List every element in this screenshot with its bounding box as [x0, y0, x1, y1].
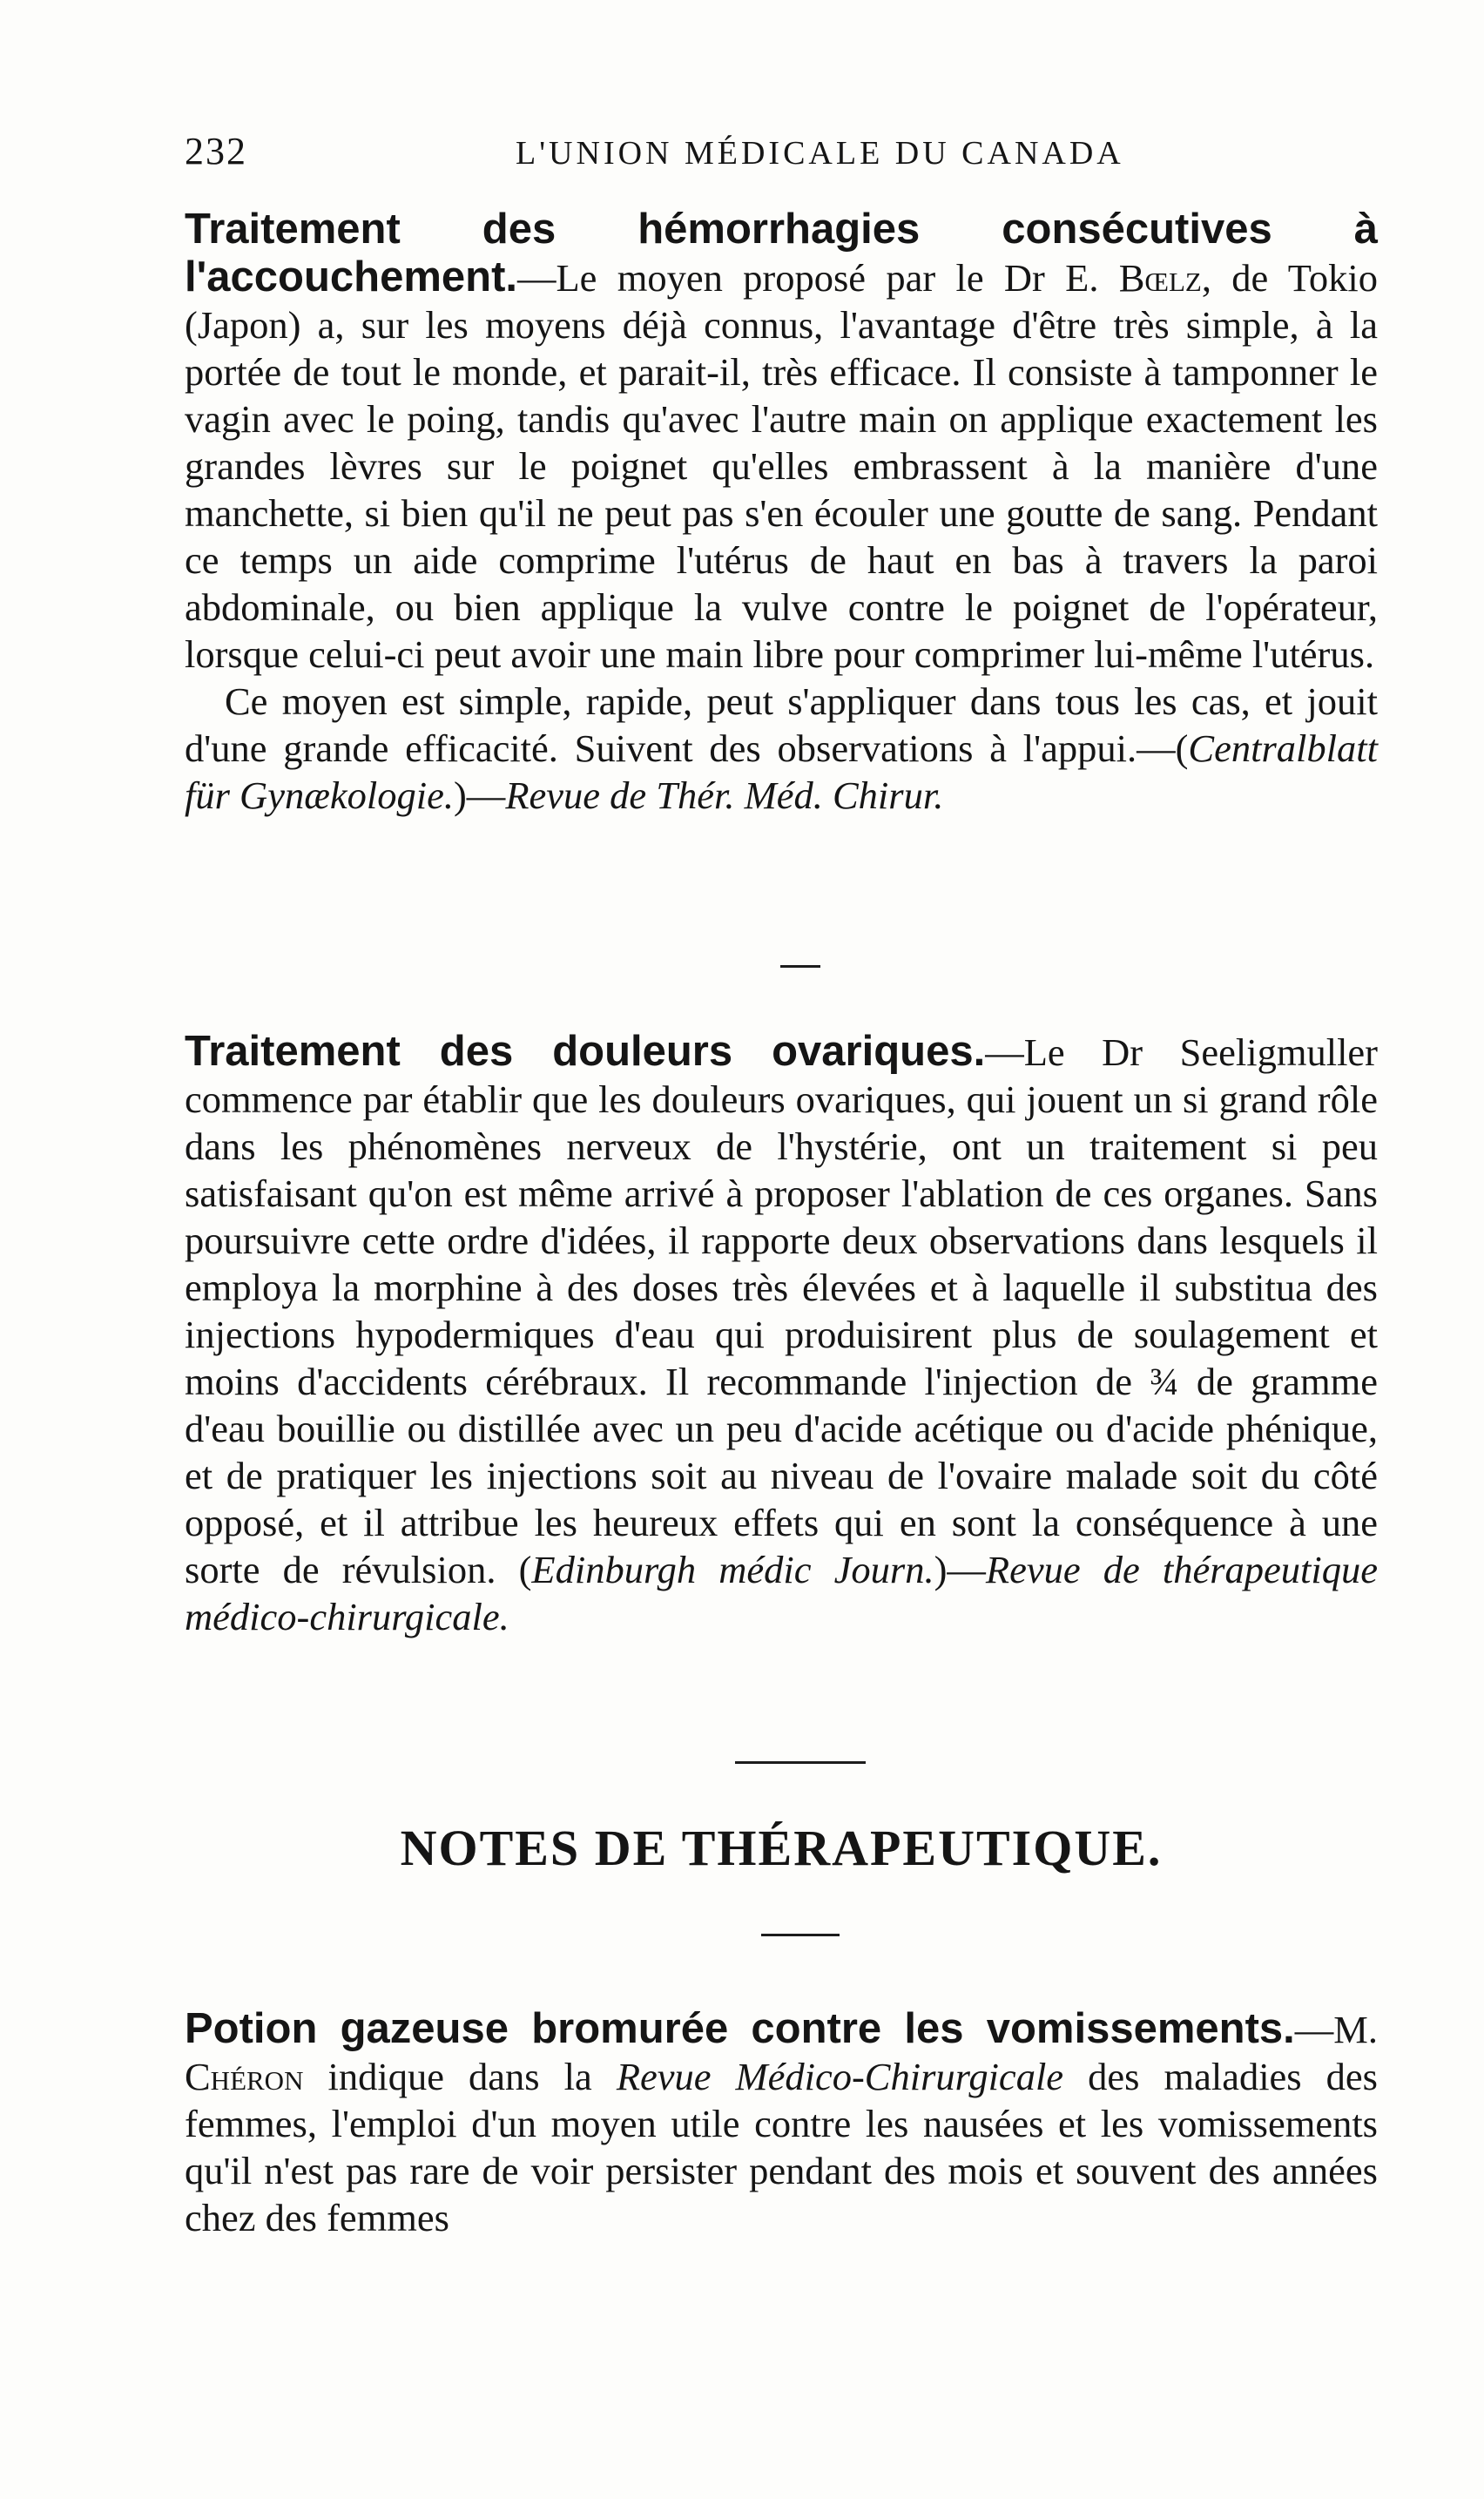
article-potion-para [185, 2005, 1378, 2241]
article-hemorrhagies-ref-1: Centralblatt für Gynækologie. [185, 726, 1378, 817]
running-head [185, 129, 1378, 172]
article-potion [185, 2005, 1378, 2241]
separator-rule-2 [735, 1761, 866, 1764]
article-potion-body-c: des maladies des femmes, l'emploi d'un moyen utile contre les nausées et les vomissements qu'il n'est pas rare de voir persister pendant des mois et souvent des années chez des femmes [185, 2055, 1378, 2239]
article-hemorrhagies-body-a: —Le moyen proposé par le Dr E. [517, 256, 1119, 300]
separator-rule-3 [761, 1934, 840, 1936]
article-potion-ref: Revue Médico-Chirurgicale [616, 2055, 1064, 2098]
article-ovariques-body: —Le Dr Seeligmuller commence par établir que les douleurs ovariques, qui jouent un si grand rôle dans les phénomènes nerveux de l'hystérie, ont un traitement si peu satisfaisant qu'on est même arrivé à proposer l'ablation de ces organes. Sans poursuivre cette ordre d'idées, il rapporte deux observations dans lesquels il employa la morphine à des doses très élevées et à laquelle il substitua des injections hypodermiques d'eau qui produisirent plus de soulagement et moins d'accidents cérébraux. Il recommande l'injection de ¾ de gramme d'eau bouillie ou distillée avec un peu d'acide acétique ou d'acide phénique, et de pratiquer les injections soit au niveau de l'ovaire malade soit du côté opposé, et il attribue les heureux effets qui en sont la conséquence à une sorte de révulsion. ( [185, 1030, 1378, 1591]
article-hemorrhagies-para-2 [185, 678, 1378, 819]
article-hemorrhagies-heading: Traitement des hémorrhagies consécutives à l'accouchement. [185, 206, 1378, 301]
section-title: NOTES DE THÉRAPEUTIQUE. [400, 1820, 1163, 1876]
article-ovariques-ref-sep: )— [934, 1548, 986, 1591]
article-hemorrhagies-body-b: , de Tokio (Japon) a, sur les moyens déjà connus, l'avantage d'être très simple, à la portée de tout le monde, et parait-il, très efficace. Il consiste à tamponner le vagin avec le poing, tandis qu'avec l'autre main on applique exactement les grandes lèvres sur le poignet qu'elles embrassent à la manière d'une manchette, si bien qu'il ne peut pas s'en écouler une goutte de sang. Pendant ce temps un aide comprime l'utérus de haut en bas à travers la paroi abdominale, ou bien applique la vulve contre le poignet de l'opérateur, lorsque celui-ci peut avoir une main libre pour comprimer lui-même l'utérus. [185, 256, 1378, 676]
article-ovariques-ref-1: Edinburgh médic Journ. [531, 1548, 934, 1591]
article-ovariques [185, 1028, 1378, 1640]
article-potion-body-b: indique dans la [303, 2055, 617, 2098]
article-potion-heading: Potion gazeuse bromurée contre les vomissements. [185, 2005, 1295, 2052]
article-hemorrhagies-para-1 [185, 206, 1378, 678]
article-hemorrhagies-p2-text: Ce moyen est simple, rapide, peut s'appliquer dans tous les cas, et jouit d'une grande efficacité. Suivent des observations à l'appui.—( [185, 679, 1378, 770]
article-hemorrhagies-ref-sep: )— [453, 773, 506, 817]
page-number: 232 [185, 130, 247, 172]
article-ovariques-para [185, 1028, 1378, 1640]
article-hemorrhagies-ref-2: Revue de Thér. Méd. Chirur. [505, 773, 944, 817]
article-ovariques-ref-2: Revue de thérapeutique médico-chirurgicale. [185, 1548, 1378, 1638]
article-potion-author: Chéron [185, 2055, 304, 2098]
article-potion-body-a: —M. [1294, 2008, 1378, 2051]
separator-rule-1 [780, 965, 820, 968]
article-ovariques-heading: Traitement des douleurs ovariques. [185, 1028, 986, 1075]
article-hemorrhagies [185, 206, 1378, 819]
article-hemorrhagies-author: Bœlz [1118, 256, 1202, 300]
journal-title: L'UNION MÉDICALE DU CANADA [516, 135, 1124, 172]
